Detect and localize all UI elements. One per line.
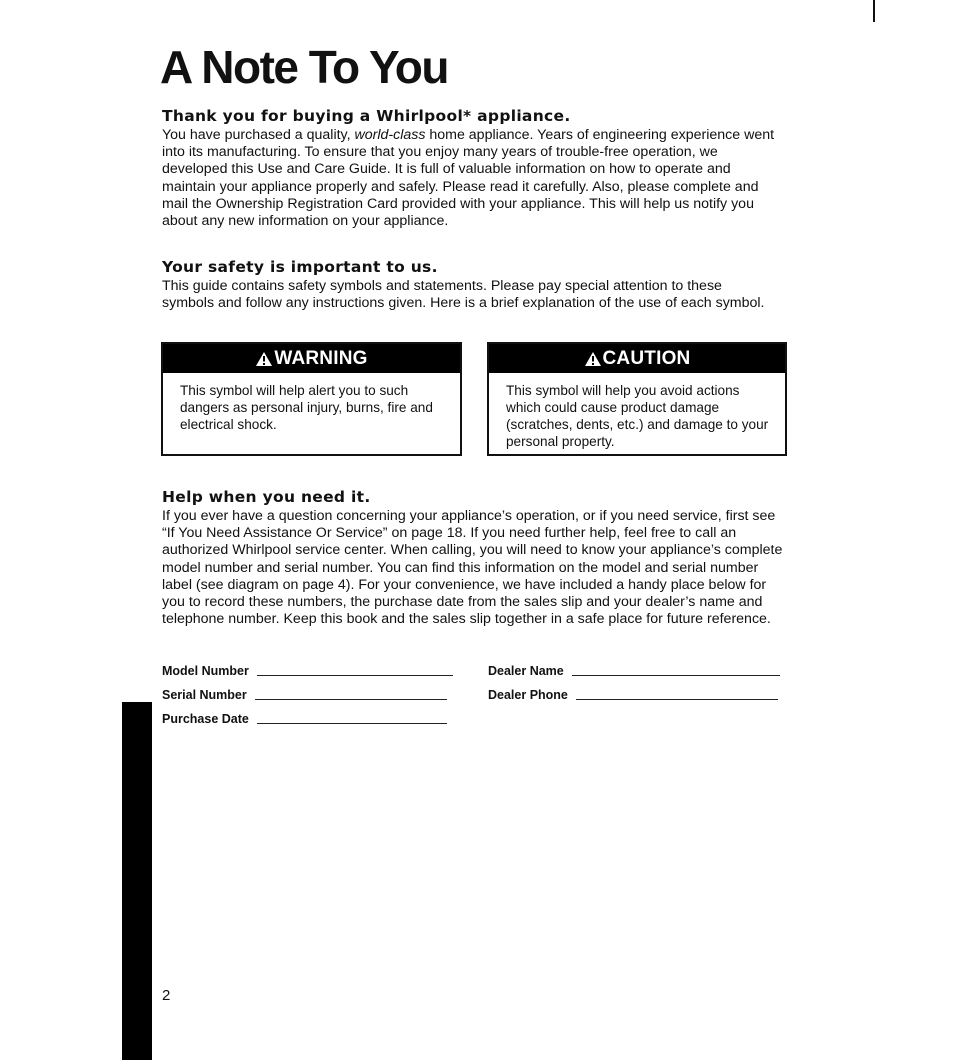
dealer-name-label: Dealer Name (488, 664, 564, 678)
safety-paragraph: This guide contains safety symbols and statements. Please pay special attention to these symbols and follow any instructions given. Here is a brief explanation of the use of each symbol. (162, 278, 765, 312)
thanks-heading: Thank you for buying a Whirlpool* appliance. (162, 107, 571, 125)
serial-number-field[interactable] (162, 688, 447, 702)
caution-label: CAUTION (602, 347, 691, 369)
page-number: 2 (162, 987, 171, 1004)
help-paragraph: If you ever have a question concerning your appliance’s operation, or if you need service, first see “If You Need Assistance Or Service” on page 18. If you need further help, feel free to call an authorized Whirlpool service center. When calling, you will need to know your appliance’s complete model number and serial number. You can find this information on the model and serial number label (see diagram on page 4). For your convenience, we have included a handy place below for you to record these numbers, the purchase date from the sales slip and your dealer’s name and telephone number. Keep this book and the sales slip together in a safe place for future reference. (162, 508, 783, 628)
serial-number-label: Serial Number (162, 688, 247, 702)
help-heading: Help when you need it. (162, 488, 371, 506)
page-thumb-tab (122, 702, 152, 1060)
model-number-label: Model Number (162, 664, 249, 678)
warning-box (161, 342, 462, 456)
model-number-field[interactable] (162, 664, 453, 678)
purchase-date-line[interactable] (257, 722, 447, 724)
dealer-phone-label: Dealer Phone (488, 688, 568, 702)
thanks-text-emphasis: world-class (354, 127, 426, 143)
dealer-phone-field[interactable] (488, 688, 778, 702)
caution-text: This symbol will help you avoid actions which could cause product damage (scratches, dents, etc.) and damage to your personal property. (506, 383, 769, 449)
dealer-name-field[interactable] (488, 664, 780, 678)
warning-label: WARNING (274, 347, 368, 369)
dealer-name-line[interactable] (572, 674, 780, 676)
page-edge-mark (873, 0, 875, 22)
thanks-text-start: You have purchased a quality, (162, 127, 355, 143)
caution-header (489, 344, 785, 373)
dealer-phone-line[interactable] (576, 698, 778, 700)
safety-heading: Your safety is important to us. (162, 258, 438, 276)
warning-header (163, 344, 460, 373)
serial-number-line[interactable] (255, 698, 447, 700)
page-title: A Note To You (160, 41, 448, 93)
caution-box (487, 342, 787, 456)
model-number-line[interactable] (257, 674, 453, 676)
purchase-date-field[interactable] (162, 712, 447, 726)
warning-text: This symbol will help alert you to such dangers as personal injury, burns, fire and electrical shock. (180, 383, 433, 432)
thanks-paragraph (162, 127, 787, 230)
thanks-text-end: home appliance. Years of engineering experience went into its manufacturing. To ensure that you enjoy many years of trouble-free operation, we developed this Use and Care Guide. It is full of valuable information on how to operate and maintain your appliance properly and safely. Please read it carefully. Also, please complete and mail the Ownership Registration Card provided with your appliance. This will help us notify you about any new information on your appliance. (162, 127, 775, 230)
alert-triangle-icon (255, 351, 273, 367)
alert-triangle-icon (584, 351, 602, 367)
purchase-date-label: Purchase Date (162, 712, 249, 726)
